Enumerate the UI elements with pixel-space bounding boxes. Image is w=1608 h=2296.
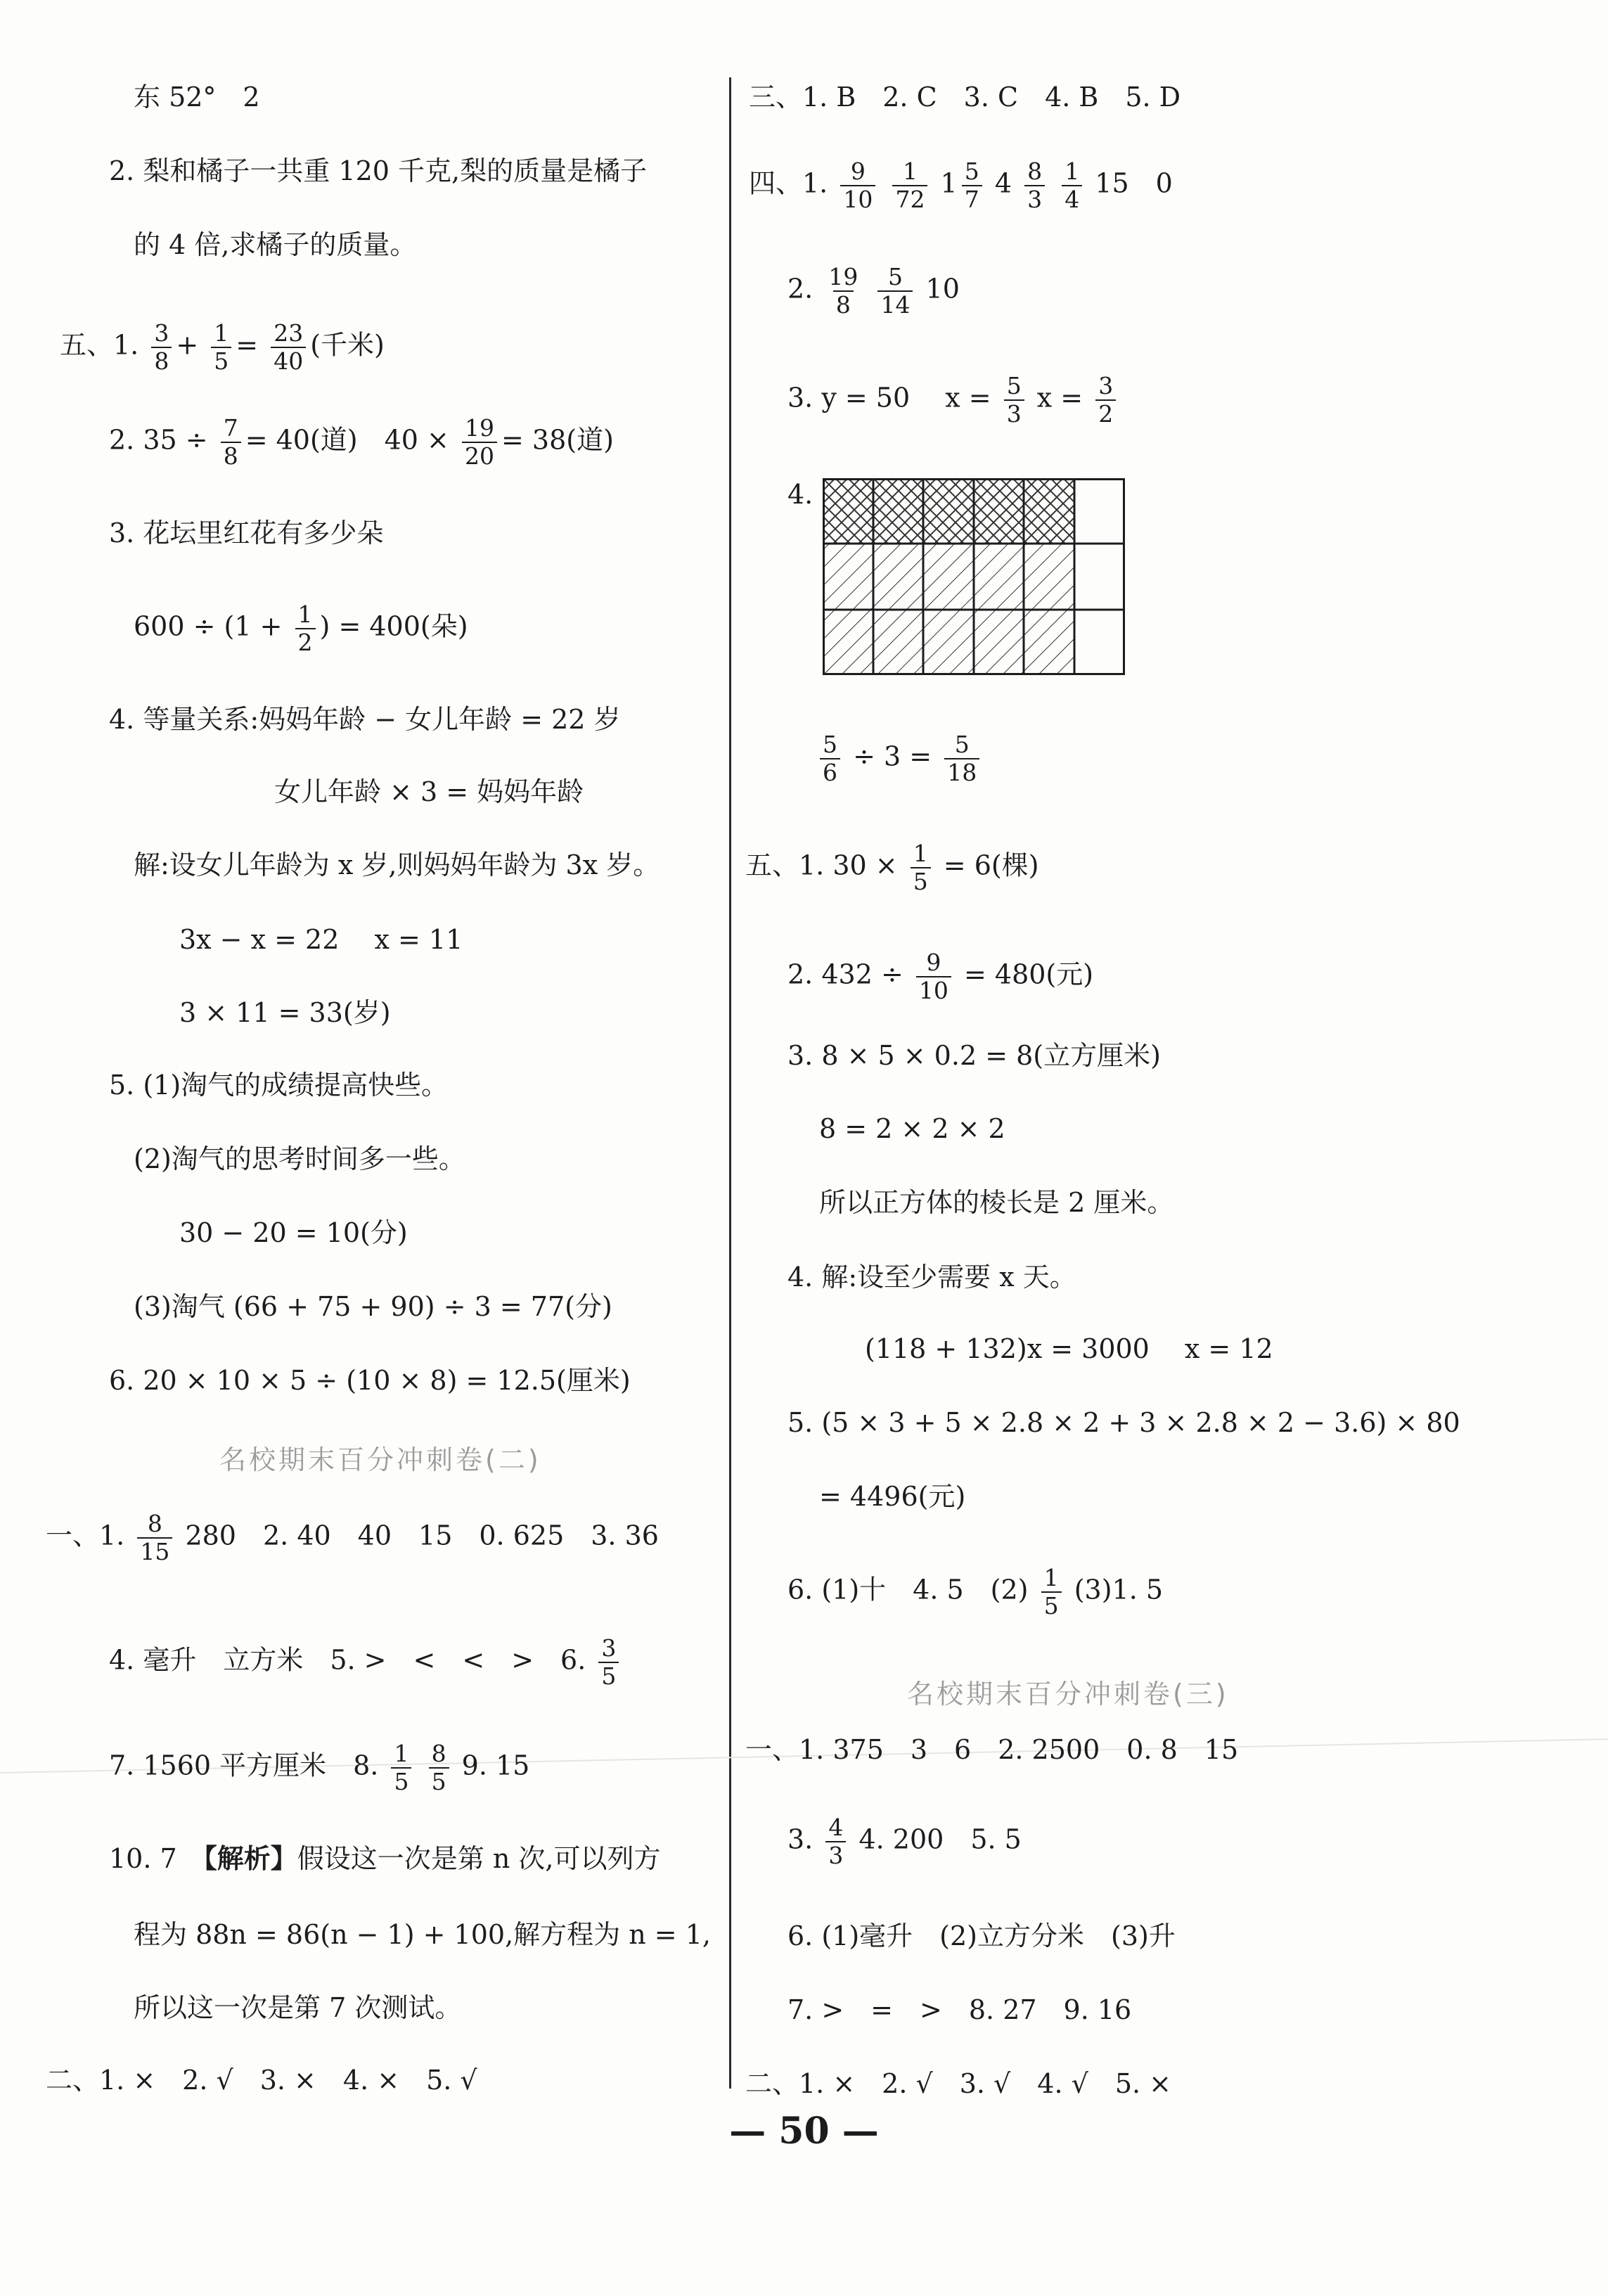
answer-line: (2)淘气的思考时间多一些。 [134,1143,465,1174]
answer-line: 600 ÷ (1 + $\frac{1}{2}$ ) = 400(朵) [134,601,468,656]
fraction: $\frac{3}{8}$ [151,320,172,375]
answer-line: (3)淘气 (66 + 75 + 90) ÷ 3 = 77(分) [134,1291,612,1322]
answer-line: 的 4 倍,求橘子的质量。 [134,229,417,260]
fraction: $\frac{3}{2}$ [1095,373,1116,428]
answer-line: 4. 等量关系:妈妈年龄 − 女儿年龄 = 22 岁 [109,704,621,735]
fraction: $\frac{5}{14}$ [877,264,913,319]
shaded-grid-figure [823,478,1125,675]
fraction: $\frac{1}{5}$ [211,320,231,375]
fraction: $\frac{1}{2}$ [295,601,316,656]
answer-line: 程为 88n = 86(n − 1) + 100,解方程为 n = 1, [134,1919,711,1950]
answer-line: 7. 1560 平方厘米 8. $\frac{1}{5}$ $\frac{8}{5}$ 9. 15 [109,1740,530,1795]
fraction: $\frac{5}{7}$ [962,158,982,213]
answer-line: 所以这一次是第 7 次测试。 [134,1992,462,2023]
answer-line: 3x − x = 22 x = 11 [179,924,463,955]
fraction: $\frac{1}{5}$ [911,840,931,895]
answer-line: 5. (5 × 3 + 5 × 2.8 × 2 + 3 × 2.8 × 2 − 3.6) × 80 [787,1407,1460,1438]
answer-line: 6. (1)十 4. 5 (2) $\frac{1}{5}$ (3)1. 5 [787,1564,1164,1620]
fraction: $\frac{3}{5}$ [598,1635,619,1690]
answer-line: 2. 432 ÷ $\frac{9}{10}$ = 480(元) [787,949,1094,1004]
answer-line: 一、1. $\frac{8}{15}$ 280 2. 40 40 15 0. 625 3. 36 [46,1510,659,1565]
page-number: — 50 — [729,2110,879,2153]
section-title: 名校期末百分冲刺卷(二) [219,1444,541,1475]
answer-line: 10. 7 【解析】假设这一次是第 n 次,可以列方 [109,1842,661,1874]
fraction: $\frac{19}{8}$ [828,263,858,319]
answer-line: 4. [787,479,813,510]
answer-line: = 4496(元) [819,1481,966,1512]
answer-line: 四、1. $\frac{9}{10}$ $\frac{1}{72}$ 1 $\frac{5}{7}$ 4 $\frac{8}{3}$ $\frac{1}{4}$ 15 0 [749,158,1173,213]
answer-line: 6. (1)毫升 (2)立方分米 (3)升 [787,1920,1176,1951]
fraction: $\frac{4}{3}$ [825,1814,846,1869]
section-title: 名校期末百分冲刺卷(三) [907,1679,1229,1710]
answer-line: 二、1. × 2. √ 3. √ 4. √ 5. × [745,2068,1171,2099]
answer-line: 30 − 20 = 10(分) [179,1217,408,1248]
answer-line: 女儿年龄 × 3 = 妈妈年龄 [274,776,584,807]
answer-line: 7. > = > 8. 27 9. 16 [787,1994,1132,2025]
fraction: $\frac{5}{3}$ [1004,373,1024,428]
answer-line: 解:设女儿年龄为 x 岁,则妈妈年龄为 3x 岁。 [134,849,660,880]
cross-hatched-region [823,478,1074,544]
fraction: $\frac{19}{20}$ [462,415,497,470]
answer-line: 二、1. × 2. √ 3. × 4. × 5. √ [46,2065,477,2096]
answer-line: 所以正方体的棱长是 2 厘米。 [819,1187,1174,1218]
fraction: $\frac{8}{5}$ [429,1740,449,1795]
answer-line: 4. 毫升 立方米 5. > < < > 6. $\frac{3}{5}$ [109,1635,623,1690]
fraction: $\frac{8}{15}$ [137,1511,172,1565]
answer-line: 5. (1)淘气的成绩提高快些。 [109,1070,449,1101]
fraction: $\frac{1}{5}$ [1041,1565,1062,1620]
answer-line: 2. $\frac{19}{8}$ $\frac{5}{14}$ 10 [787,263,960,319]
answer-line: $\frac{5}{6}$ ÷ 3 = $\frac{5}{18}$ [816,731,984,786]
fraction: $\frac{7}{8}$ [221,415,241,470]
answer-line: 3. 8 × 5 × 0.2 = 8(立方厘米) [787,1040,1161,1071]
answer-line: 3. 花坛里红花有多少朵 [109,518,384,549]
fraction: $\frac{8}{3}$ [1024,158,1045,213]
fraction: $\frac{1}{5}$ [391,1740,411,1795]
answer-line: 3 × 11 = 33(岁) [179,997,391,1028]
answer-line: 4. 解:设至少需要 x 天。 [787,1262,1076,1293]
answer-line: 三、1. B 2. C 3. C 4. B 5. D [749,82,1181,113]
fraction: $\frac{5}{18}$ [944,731,979,786]
answer-line: 五、1. $\frac{3}{8}$ + $\frac{1}{5}$ = $\frac{23}{40}$ (千米) [60,319,385,375]
answer-line: 8 = 2 × 2 × 2 [819,1113,1005,1144]
fraction: $\frac{9}{10}$ [916,949,951,1004]
answer-line: 3. $\frac{4}{3}$ 4. 200 5. 5 [787,1814,1022,1869]
fraction: $\frac{1}{4}$ [1062,158,1082,213]
answer-line: 6. 20 × 10 × 5 ÷ (10 × 8) = 12.5(厘米) [109,1365,631,1396]
answer-line: 2. 35 ÷ $\frac{7}{8}$ = 40(道) 40 × $\frac{19}{20}$ = 38(道) [109,414,614,470]
answer-line: 东 52° 2 [134,82,260,113]
fraction: $\frac{23}{40}$ [271,320,306,375]
fraction: $\frac{5}{6}$ [820,731,840,786]
answer-line: 2. 梨和橘子一共重 120 千克,梨的质量是橘子 [109,155,648,186]
answer-line: (118 + 132)x = 3000 x = 12 [865,1333,1273,1364]
fraction: $\frac{1}{72}$ [892,158,927,213]
answer-line: 五、1. 30 × $\frac{1}{5}$ = 6(棵) [745,840,1039,895]
fraction: $\frac{9}{10}$ [840,158,875,213]
answer-line: 一、1. 375 3 6 2. 2500 0. 8 15 [745,1734,1239,1765]
column-divider [729,77,731,2089]
answer-line: 3. y = 50 x = $\frac{5}{3}$ x = $\frac{3}{2}$ [787,373,1120,428]
